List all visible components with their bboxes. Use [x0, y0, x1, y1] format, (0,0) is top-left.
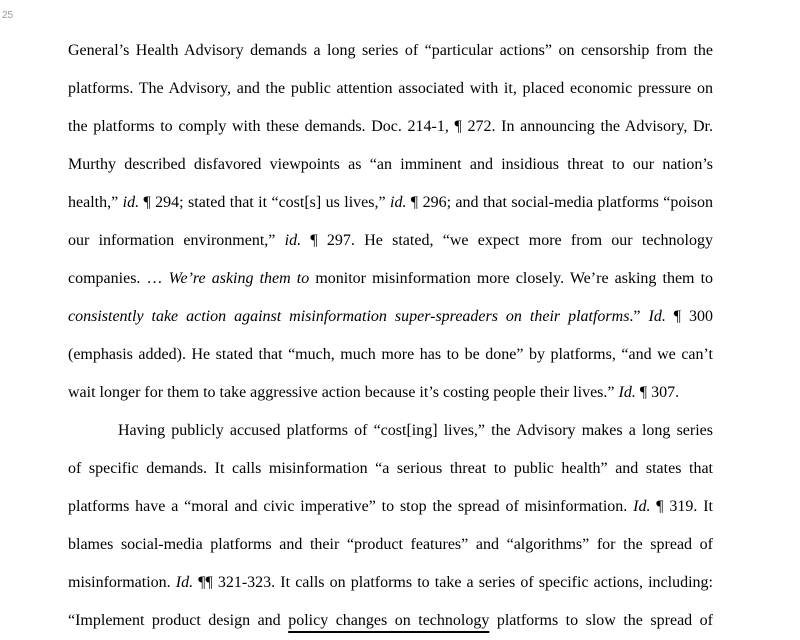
text-line: Having publicly accused platforms of “cost[ing] lives,” the Advisory makes a long series [118, 422, 713, 439]
text-line: consistently take action against misinformation super-spreaders on their platforms.” Id. ¶ 300 [68, 308, 714, 325]
document-body [68, 32, 713, 640]
paragraph-2 [68, 412, 713, 640]
text-line: wait longer for them to take aggressive action because it’s costing people their lives.” Id. ¶ 307. [68, 384, 680, 401]
text-line: platforms. The Advisory, and the public attention associated with it, placed economic pressure on [68, 80, 713, 97]
text-line: “Implement product design and policy changes on technology platforms to slow the spread of [68, 612, 714, 629]
text-line: platforms have a “moral and civic imperative” to stop the spread of misinformation. Id. ¶ 319. It [68, 498, 713, 515]
paragraph-1 [68, 32, 713, 412]
text-line: of specific demands. It calls misinformation “a serious threat to public health” and states that [68, 460, 713, 477]
page-line-number: 25 [2, 10, 14, 21]
text-line: misinformation. Id. ¶¶ 321-323. It calls on platforms to take a series of specific actions, including: [68, 574, 713, 591]
text-line: (emphasis added). He stated that “much, much more has to be done” by platforms, “and we can’t [68, 346, 713, 363]
text-line: our information environment,” id. ¶ 297. He stated, “we expect more from our technology [68, 232, 713, 249]
text-line: companies. … We’re asking them to monitor misinformation more closely. We’re asking them to [68, 270, 714, 287]
text-line: Murthy described disfavored viewpoints as “an imminent and insidious threat to our nation’s [68, 156, 713, 173]
text-line: health,” id. ¶ 294; stated that it “cost[s] us lives,” id. ¶ 296; and that social-media platforms “poison [68, 194, 714, 211]
text-line: blames social-media platforms and their “product features” and “algorithms” for the spread of [68, 536, 713, 553]
text-line: the platforms to comply with these demands. Doc. 214-1, ¶ 272. In announcing the Advisory, Dr. [68, 118, 713, 135]
text-line: General’s Health Advisory demands a long series of “particular actions” on censorship from the [68, 42, 713, 59]
